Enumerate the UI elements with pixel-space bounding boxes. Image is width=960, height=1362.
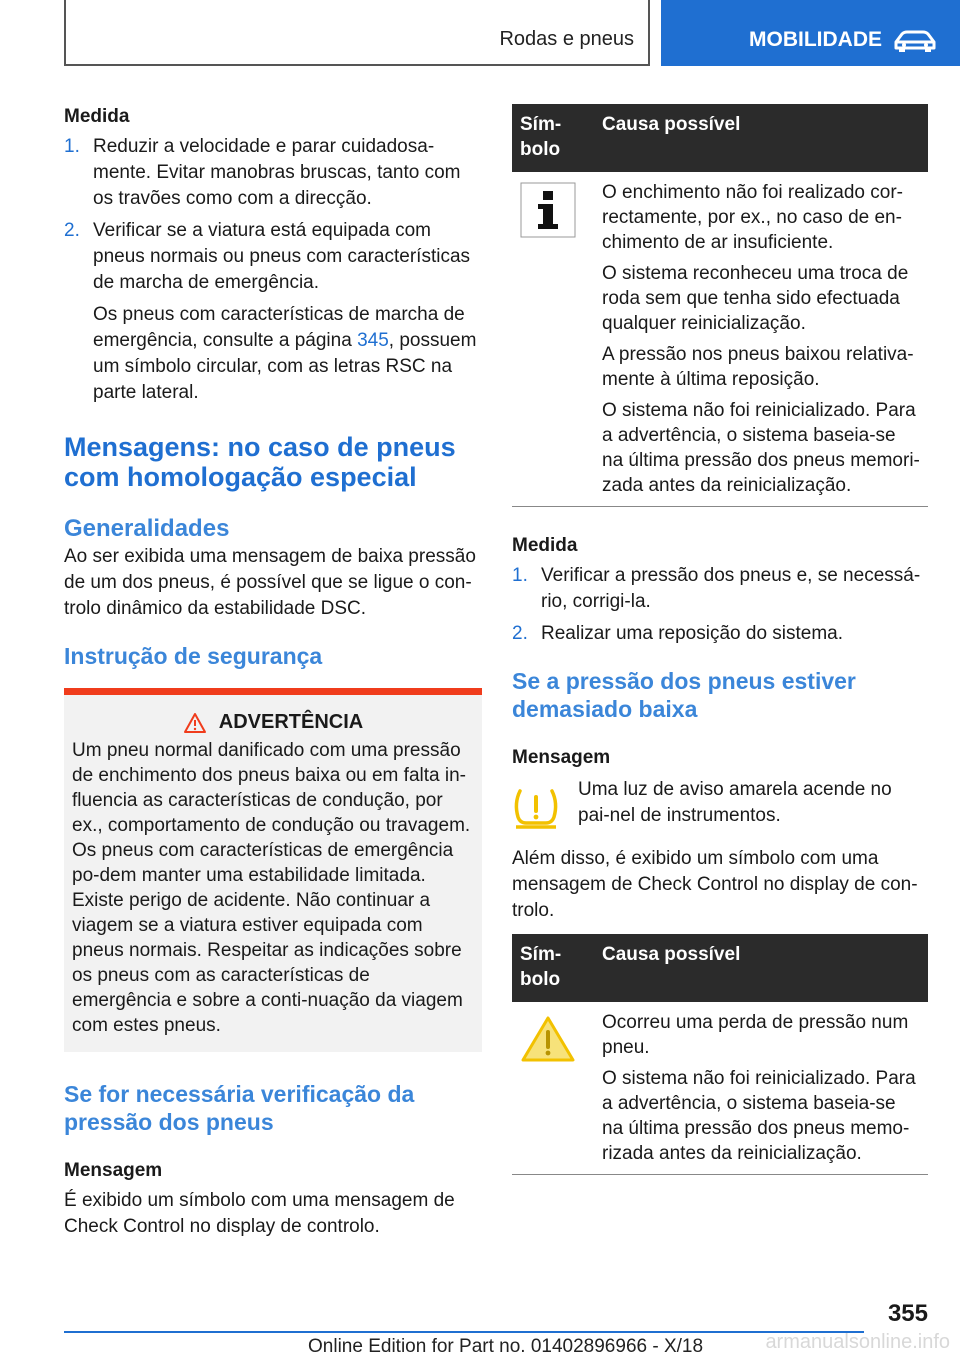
seguranca-heading: Instrução de segurança [64, 643, 323, 669]
warning-box [64, 688, 482, 1052]
verificacao-heading: Se for necessária verificação da pressão dos pneus [64, 1081, 415, 1135]
footer-edition: Online Edition for Part no. 01402896966 - X/18 [308, 1336, 704, 1357]
warning-title: ADVERTÊNCIA [218, 711, 364, 733]
step-note [93, 302, 482, 406]
table-symbol-cell [512, 172, 594, 507]
table-row [512, 1002, 928, 1175]
list-item [64, 218, 482, 406]
cause-text: O enchimento não foi realizado cor-rectamente, por ex., no caso de en-chimento de ar insuficiente. [602, 182, 903, 253]
cause-text: O sistema não foi reinicializado. Para a advertência, o sistema baseia-se na última pressão dos pneus memori-zada antes da reinicialização. [602, 400, 920, 496]
car-icon [893, 30, 937, 52]
generalidades-heading: Generalidades [64, 515, 230, 542]
mensagem-text: É exibido um símbolo com uma mensagem de Check Control no display de controlo. [64, 1190, 455, 1237]
header-chapter-box[interactable] [661, 0, 960, 66]
medida-steps [64, 134, 482, 406]
tire-pressure-warning-icon [512, 787, 560, 829]
table-cause-cell [594, 1002, 928, 1175]
step-number: 1. [512, 565, 528, 586]
pressao-baixa-heading: Se a pressão dos pneus estiver demasiado baixa [512, 668, 856, 722]
alem-text: Além disso, é exibido um símbolo com uma mensagem de Check Control no display de con-trolo. [512, 848, 918, 921]
header-section-title: Rodas e pneus [499, 28, 634, 50]
list-item [64, 134, 482, 212]
info-icon [520, 182, 576, 238]
cause-text: A pressão nos pneus baixou relativa-mente à última reposição. [602, 344, 914, 390]
warning-lamp-row [512, 777, 928, 834]
cause-text: O sistema reconheceu uma troca de roda sem que tenha sido efectuada qualquer reinicialização. [602, 263, 909, 334]
table-header-symbol: Sím-bolo [512, 934, 594, 1002]
yellow-warning-triangle-icon [520, 1014, 576, 1064]
table-header-cause: Causa possível [594, 104, 928, 172]
table-header-cause: Causa possível [594, 934, 928, 1002]
warning-title-row [72, 711, 474, 734]
mensagem-heading: Mensagem [64, 1160, 163, 1181]
mensagem-heading: Mensagem [512, 747, 611, 768]
table-header-row [512, 934, 928, 1002]
step-text: Verificar se a viatura está equipada com pneus normais ou pneus com características de marcha de emergência. [93, 220, 471, 293]
table-cause-cell [594, 172, 928, 507]
step-text: Verificar a pressão dos pneus e, se necessá-rio, corrigi-la. [541, 565, 921, 612]
step-number: 2. [512, 623, 528, 644]
warning-text: Um pneu normal danificado com uma pressão de enchimento dos pneus baixa ou em falta in-fluencia as características de condução, por ex., comportamento de condução ou travagem. Os pneus com características de emergência po-dem manter uma estabilidade limitada. Existe perigo de acidente. Não continuar a viagem se a viatura estiver equipada com pneus normais. Respeitar as indicações sobre os pneus com as características de emergência e sobre a conti-nuação da viagem com estes pneus. [72, 740, 471, 1036]
medida-steps [512, 563, 928, 647]
watermark: armanualsonline.info [765, 1331, 950, 1353]
cause-table-warning [512, 934, 928, 1175]
list-item [512, 621, 928, 647]
table-header-symbol: Sím-bolo [512, 104, 594, 172]
step-number: 2. [64, 220, 80, 241]
left-column [64, 104, 482, 1240]
cause-text: O sistema não foi reinicializado. Para a advertência, o sistema baseia-se na última pressão dos pneus memo-rizada antes da reinicialização. [602, 1068, 916, 1164]
warning-lamp-text: Uma luz de aviso amarela acende no pai-nel de instrumentos. [578, 779, 892, 826]
cause-table-info [512, 104, 928, 507]
table-header-row [512, 104, 928, 172]
step-text: Realizar uma reposição do sistema. [541, 623, 844, 644]
step-note-after: , possuem um símbolo circular, com as letras RSC na parte lateral. [93, 330, 477, 403]
page-number: 355 [887, 1300, 928, 1327]
warning-triangle-icon [183, 712, 207, 734]
right-column [512, 104, 928, 1175]
table-symbol-cell [512, 1002, 594, 1175]
medida-heading: Medida [64, 106, 130, 127]
page-link[interactable]: 345 [357, 330, 389, 351]
footer-divider [64, 1331, 864, 1333]
generalidades-text: Ao ser exibida uma mensagem de baixa pressão de um dos pneus, é possível que se ligue o con-trolo dinâmico da estabilidade DSC. [64, 546, 476, 619]
list-item [512, 563, 928, 615]
medida-heading: Medida [512, 535, 578, 556]
warning-lamp-cell [512, 777, 578, 834]
step-text: Reduzir a velocidade e parar cuidadosa-mente. Evitar manobras bruscas, tanto com os travões como com a direcção. [93, 136, 461, 209]
step-number: 1. [64, 136, 80, 157]
section-heading-mensagens: Mensagens: no caso de pneus com homologação especial [64, 432, 456, 492]
cause-text: Ocorreu uma perda de pressão num pneu. [602, 1012, 909, 1058]
header-section-box [64, 0, 650, 66]
step-note-before: Os pneus com características de marcha de emergência, consulte a página [93, 304, 465, 351]
header-chapter-title: MOBILIDADE [749, 28, 882, 51]
table-row [512, 172, 928, 507]
